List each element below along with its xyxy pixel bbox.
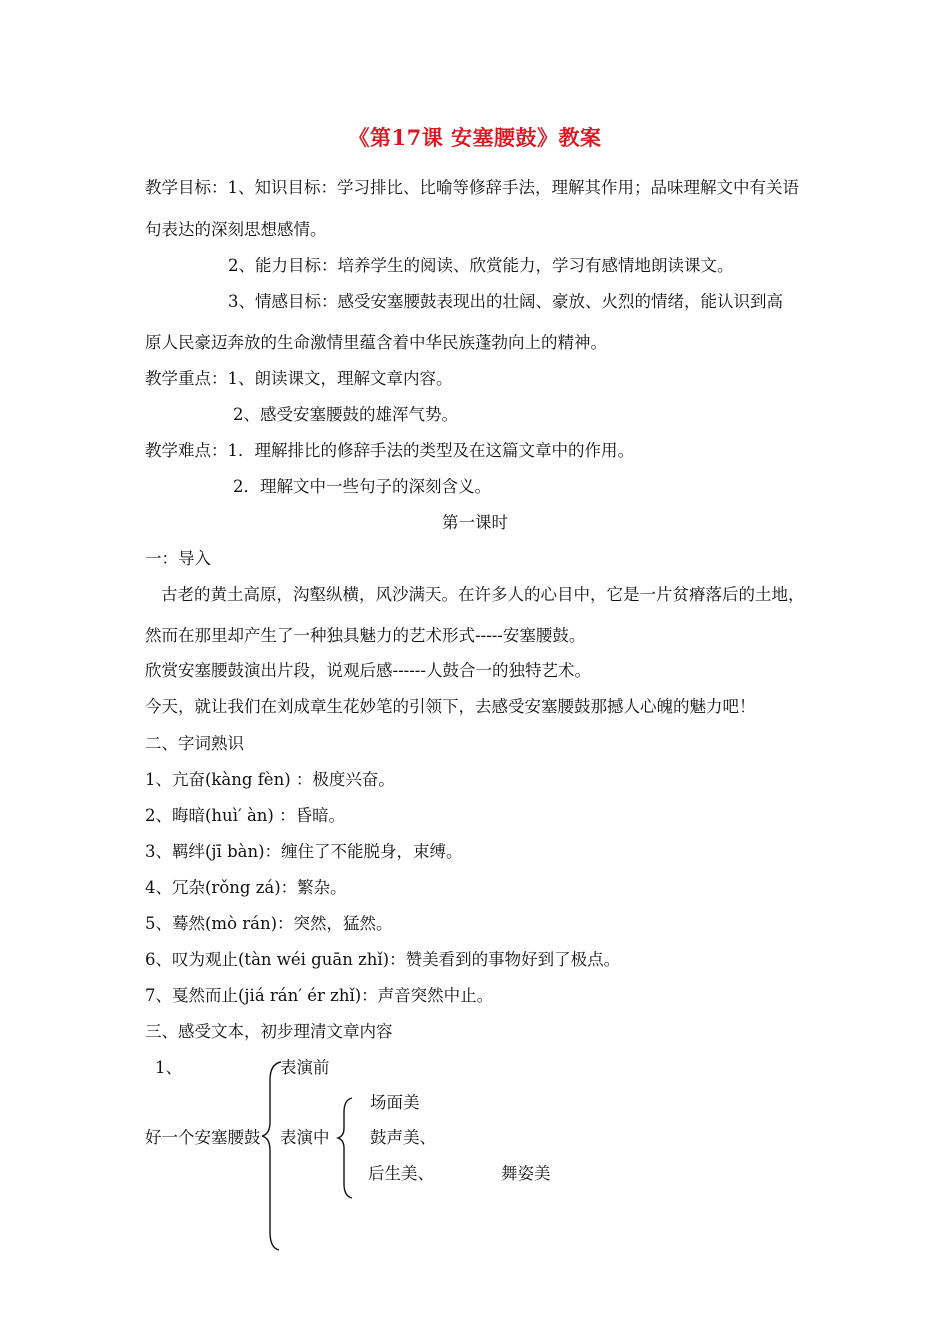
- section3-heading: 三、感受文本，初步理清文章内容: [145, 1022, 393, 1041]
- vocab-item: 4、冗杂(rǒng zá)：繁杂。: [145, 878, 347, 897]
- outline-sub-drum: 鼓声美、: [370, 1128, 436, 1147]
- intro-paragraph-3: 欣赏安塞腰鼓演出片段，说观后感------人鼓合一的独特艺术。: [145, 661, 591, 680]
- page-title: 《第17课 安塞腰鼓》教案: [348, 125, 602, 150]
- vocab-item: 7、戛然而止(jiá rán′ ér zhǐ)：声音突然中止。: [145, 986, 494, 1005]
- outline-during: 表演中: [280, 1128, 330, 1147]
- outline-sub-dance: 舞姿美: [501, 1164, 551, 1183]
- goals-line-4: 3、情感目标：感受安塞腰鼓表现出的壮阔、豪放、火烈的情绪，能认识到高: [228, 292, 783, 311]
- vocab-item: 3、羁绊(jī bàn)：缠住了不能脱身，束缚。: [145, 842, 463, 861]
- outline-sub-youth: 后生美、: [368, 1164, 434, 1183]
- intro-paragraph-4: 今天，就让我们在刘成章生花妙笔的引领下，去感受安塞腰鼓那撼人心魄的魅力吧！: [145, 697, 756, 716]
- outline-root: 好一个安塞腰鼓: [145, 1128, 261, 1147]
- vocab-item: 1、亢奋(kàng fèn) ：极度兴奋。: [145, 770, 395, 789]
- goals-line-1: 教学目标：1、知识目标：学习排比、比喻等修辞手法，理解其作用；品味理解文中有关语: [145, 178, 799, 197]
- big-brace: [262, 1062, 281, 1250]
- intro-heading: 一：导入: [145, 549, 211, 568]
- vocab-item: 6、叹为观止(tàn wéi guān zhǐ)：赞美看到的事物好到了极点。: [145, 950, 621, 969]
- difficulty-line-1: 教学难点：1．理解排比的修辞手法的类型及在这篇文章中的作用。: [145, 441, 634, 460]
- intro-paragraph-1: 古老的黄土高原，沟壑纵横，风沙满天。在许多人的心目中，它是一片贫瘠落后的土地，: [161, 585, 805, 604]
- outline-sub-scene: 场面美: [370, 1093, 420, 1112]
- lesson-heading: 第一课时: [442, 513, 508, 532]
- goals-line-2: 句表达的深刻思想感情。: [145, 220, 327, 239]
- vocab-item: 5、蓦然(mò rán)：突然，猛然。: [145, 914, 393, 933]
- intro-paragraph-2: 然而在那里却产生了一种独具魅力的艺术形式-----安塞腰鼓。: [145, 626, 586, 645]
- goals-line-3: 2、能力目标：培养学生的阅读、欣赏能力，学习有感情地朗读课文。: [228, 256, 734, 275]
- difficulty-line-2: 2．理解文中一些句子的深刻含义。: [233, 477, 491, 496]
- small-brace: [338, 1098, 352, 1198]
- outline-number: 1、: [155, 1058, 182, 1077]
- focus-line-2: 2、感受安塞腰鼓的雄浑气势。: [233, 405, 458, 424]
- vocab-heading: 二、字词熟识: [145, 734, 244, 753]
- goals-line-5: 原人民豪迈奔放的生命激情里蕴含着中华民族蓬勃向上的精神。: [145, 333, 607, 352]
- vocab-item: 2、晦暗(huì′ àn) ：昏暗。: [145, 806, 346, 825]
- focus-line-1: 教学重点：1、朗读课文，理解文章内容。: [145, 369, 453, 388]
- outline-before: 表演前: [280, 1058, 330, 1077]
